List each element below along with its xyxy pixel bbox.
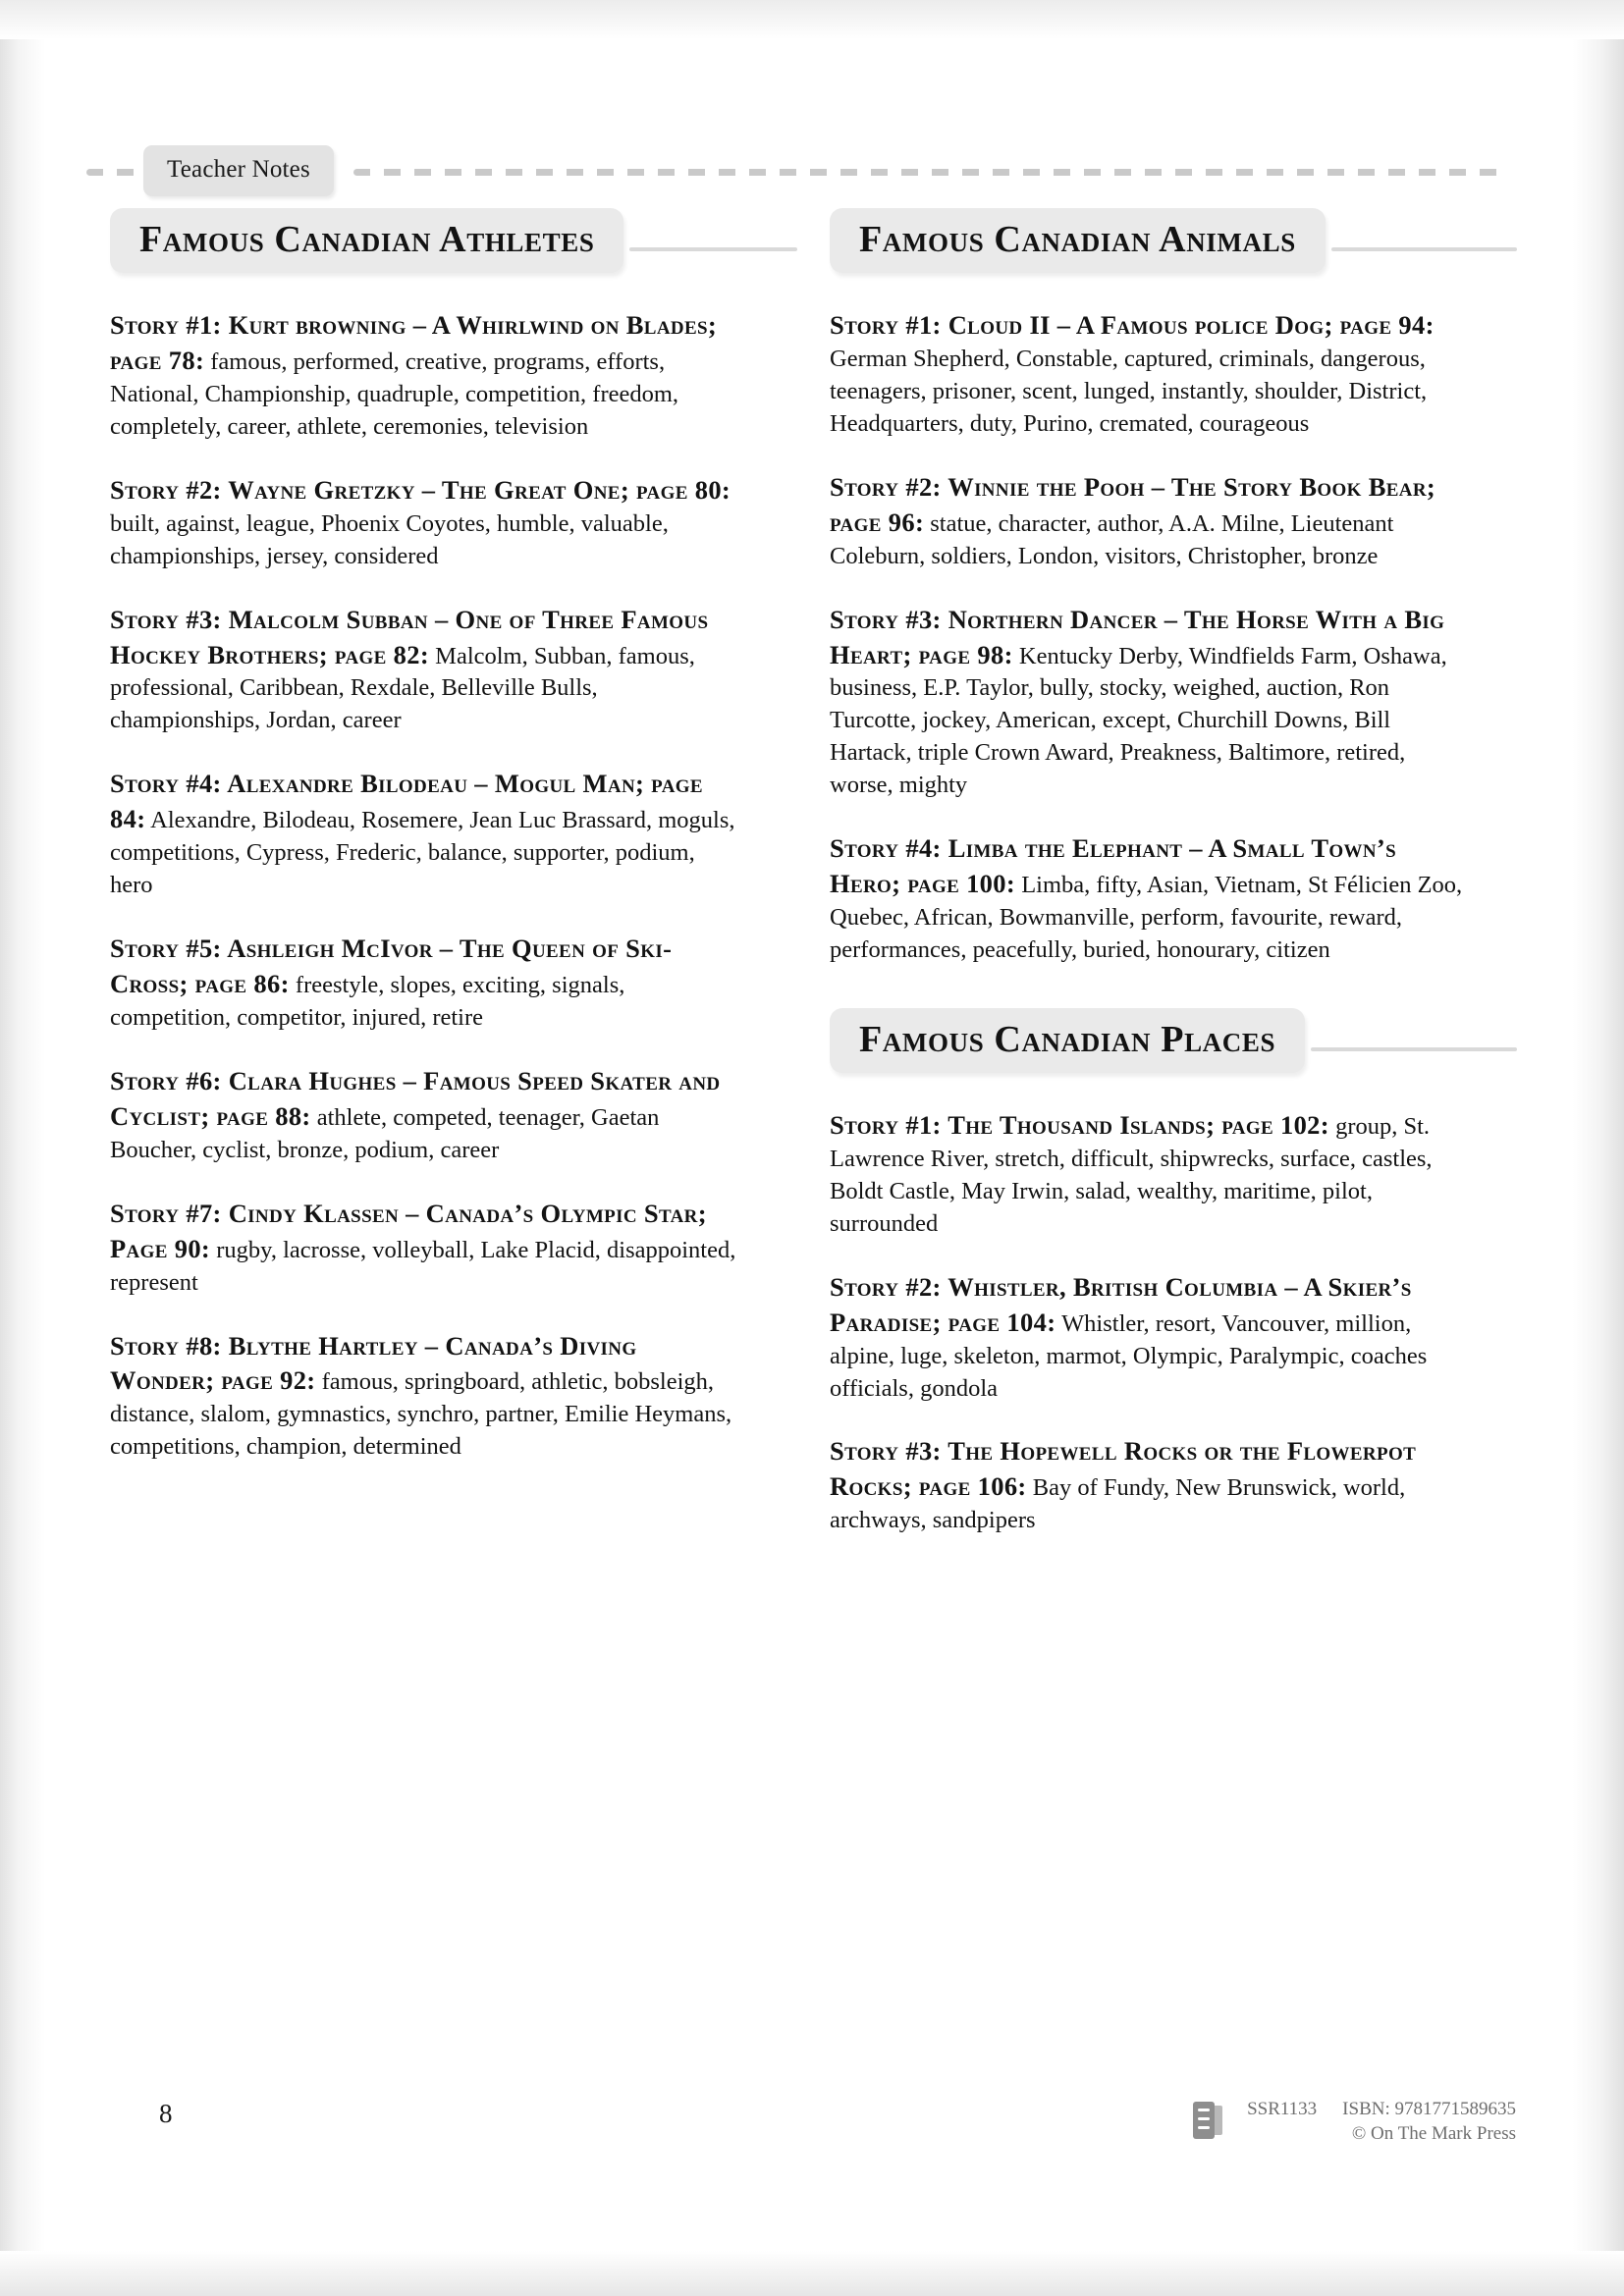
teacher-notes-tab xyxy=(143,145,334,196)
story-entry xyxy=(830,603,1463,803)
story-vocabulary-words: famous, springboard, athletic, bobsleigh, distance, slalom, gymnastics, synchro, partner, Emilie Heymans, competitions, champion, determined xyxy=(110,1368,732,1461)
copyright-text: © On The Mark Press xyxy=(1351,2123,1516,2145)
story-entry xyxy=(110,473,743,573)
story-vocabulary-words: statue, character, author, A.A. Milne, Lieutenant Coleburn, soldiers, London, visitors, Christopher, bronze xyxy=(830,509,1394,569)
section-famous-canadian-animals xyxy=(830,208,1463,967)
story-entry xyxy=(110,1197,743,1300)
story-vocabulary-words: Whistler, resort, Vancouver, million, alpine, luge, skeleton, marmot, Olympic, Paralympic, coaches officials, gondola xyxy=(830,1309,1428,1402)
story-title: Story #2: Whistler, British Columbia – A Skier’s Paradise; page 104: xyxy=(830,1271,1412,1337)
story-entry xyxy=(830,1270,1463,1406)
story-vocabulary-words: rugby, lacrosse, volleyball, Lake Placid, disappointed, represent xyxy=(110,1236,736,1296)
story-entry xyxy=(110,1064,743,1167)
isbn-text: ISBN: 9781771589635 xyxy=(1342,2099,1516,2119)
story-title: Story #4: Limba the Elephant – A Small Town’s Hero; page 100: xyxy=(830,833,1397,899)
story-vocabulary-words: group, St. Lawrence River, stretch, difficult, shipwrecks, surface, castles, Boldt Castle, May Irwin, salad, wealthy, maritime, pilot, surrounded xyxy=(830,1112,1433,1237)
story-vocabulary-words: Malcolm, Subban, famous, professional, Caribbean, Rexdale, Belleville Bulls, championships, Jordan, career xyxy=(110,642,695,734)
right-column xyxy=(830,208,1463,1545)
story-title: Story #3: The Hopewell Rocks or the Flowerpot Rocks; page 106: xyxy=(830,1436,1417,1502)
section-header-pill xyxy=(110,208,623,273)
section-connector-line xyxy=(1311,1047,1517,1051)
story-vocabulary-words: Limba, fifty, Asian, Vietnam, St Félicien Zoo, Quebec, African, Bowmanville, perform, favourite, reward, performances, peacefully, buried, honourary, citizen xyxy=(830,872,1463,963)
story-title: Story #3: Northern Dancer – The Horse With a Big Heart; page 98: xyxy=(830,604,1445,669)
footer-meta xyxy=(1247,2097,1516,2146)
section-header-pill xyxy=(830,208,1326,273)
page-number: 8 xyxy=(159,2099,173,2128)
story-entry xyxy=(110,767,743,902)
dashed-rule-right xyxy=(353,169,1500,176)
section-connector-line xyxy=(629,247,797,251)
section-famous-canadian-places xyxy=(830,1008,1463,1537)
left-column xyxy=(110,208,743,1471)
section-title: Famous Canadian Animals xyxy=(859,219,1296,260)
section-famous-canadian-athletes xyxy=(110,208,743,1464)
footer-imprint xyxy=(1192,2097,1516,2146)
teacher-notes-strip xyxy=(86,145,1500,192)
story-entry xyxy=(110,1329,743,1465)
story-vocabulary-words: Bay of Fundy, New Brunswick, world, archways, sandpipers xyxy=(830,1474,1406,1534)
section-header-wrap xyxy=(830,208,1463,283)
story-title: Story #5: Ashleigh McIvor – The Queen of Ski-Cross; page 86: xyxy=(110,934,673,998)
story-entry xyxy=(110,603,743,738)
story-title: Story #2: Wayne Gretzky – The Great One; page 80: xyxy=(110,474,731,505)
teacher-notes-label: Teacher Notes xyxy=(167,156,310,183)
story-title: Story #1: The Thousand Islands; page 102: xyxy=(830,1109,1329,1140)
section-connector-line xyxy=(1331,247,1517,251)
story-title: Story #3: Malcolm Subban – One of Three Famous Hockey Brothers; page 82: xyxy=(110,604,709,669)
story-vocabulary-words: Alexandre, Bilodeau, Rosemere, Jean Luc Brassard, moguls, competitions, Cypress, Frederic, balance, supporter, podium, hero xyxy=(110,807,735,899)
section-header-wrap xyxy=(110,208,743,283)
story-vocabulary-words: famous, performed, creative, programs, efforts, National, Championship, quadruple, competition, freedom, completely, career, athlete, ceremonies, television xyxy=(110,347,679,440)
story-title: Story #2: Winnie the Pooh – The Story Book Bear; page 96: xyxy=(830,471,1436,537)
story-title: Story #1: Kurt browning – A Whirlwind on Blades; page 78: xyxy=(110,310,718,375)
story-vocabulary-words: athlete, competed, teenager, Gaetan Boucher, cyclist, bronze, podium, career xyxy=(110,1103,660,1163)
document-icon xyxy=(1192,2102,1225,2143)
story-title: Story #8: Blythe Hartley – Canada’s Diving Wonder; page 92: xyxy=(110,1330,637,1396)
story-vocabulary-words: Kentucky Derby, Windfields Farm, Oshawa, business, E.P. Taylor, bully, stocky, weighed, auction, Ron Turcotte, jockey, American, except, Churchill Downs, Bill Hartack, triple Crown Award, Preakness, Baltimore, retired, worse, mighty xyxy=(830,642,1447,799)
section-header-pill xyxy=(830,1008,1305,1073)
page-footer xyxy=(0,2081,1624,2199)
story-entry xyxy=(110,308,743,444)
story-vocabulary-words: German Shepherd, Constable, captured, criminals, dangerous, teenagers, prisoner, scent, lunged, instantly, shoulder, District, Headquarters, duty, Purino, cremated, courageous xyxy=(830,345,1428,437)
product-code: SSR1133 xyxy=(1247,2099,1318,2119)
footer-codes xyxy=(1247,2097,1516,2121)
story-vocabulary-words: freestyle, slopes, exciting, signals, competition, competitor, injured, retire xyxy=(110,972,625,1031)
story-title: Story #6: Clara Hughes – Famous Speed Skater and Cyclist; page 88: xyxy=(110,1065,721,1131)
dashed-rule-left xyxy=(86,169,147,176)
story-entry xyxy=(110,932,743,1035)
story-title: Story #7: Cindy Klassen – Canada’s Olympic Star; Page 90: xyxy=(110,1198,707,1263)
section-title: Famous Canadian Athletes xyxy=(139,219,595,260)
story-entry xyxy=(830,1108,1463,1241)
story-entry xyxy=(830,470,1463,573)
story-entry xyxy=(830,831,1463,967)
story-title: Story #4: Alexandre Bilodeau – Mogul Man; page 84: xyxy=(110,769,703,834)
section-header-wrap xyxy=(830,1008,1463,1083)
story-entry xyxy=(830,1434,1463,1537)
story-title: Story #1: Cloud II – A Famous police Dog; page 94: xyxy=(830,310,1435,340)
story-vocabulary-words: built, against, league, Phoenix Coyotes, humble, valuable, championships, jersey, considered xyxy=(110,509,669,569)
story-entry xyxy=(830,308,1463,441)
section-title: Famous Canadian Places xyxy=(859,1018,1276,1060)
